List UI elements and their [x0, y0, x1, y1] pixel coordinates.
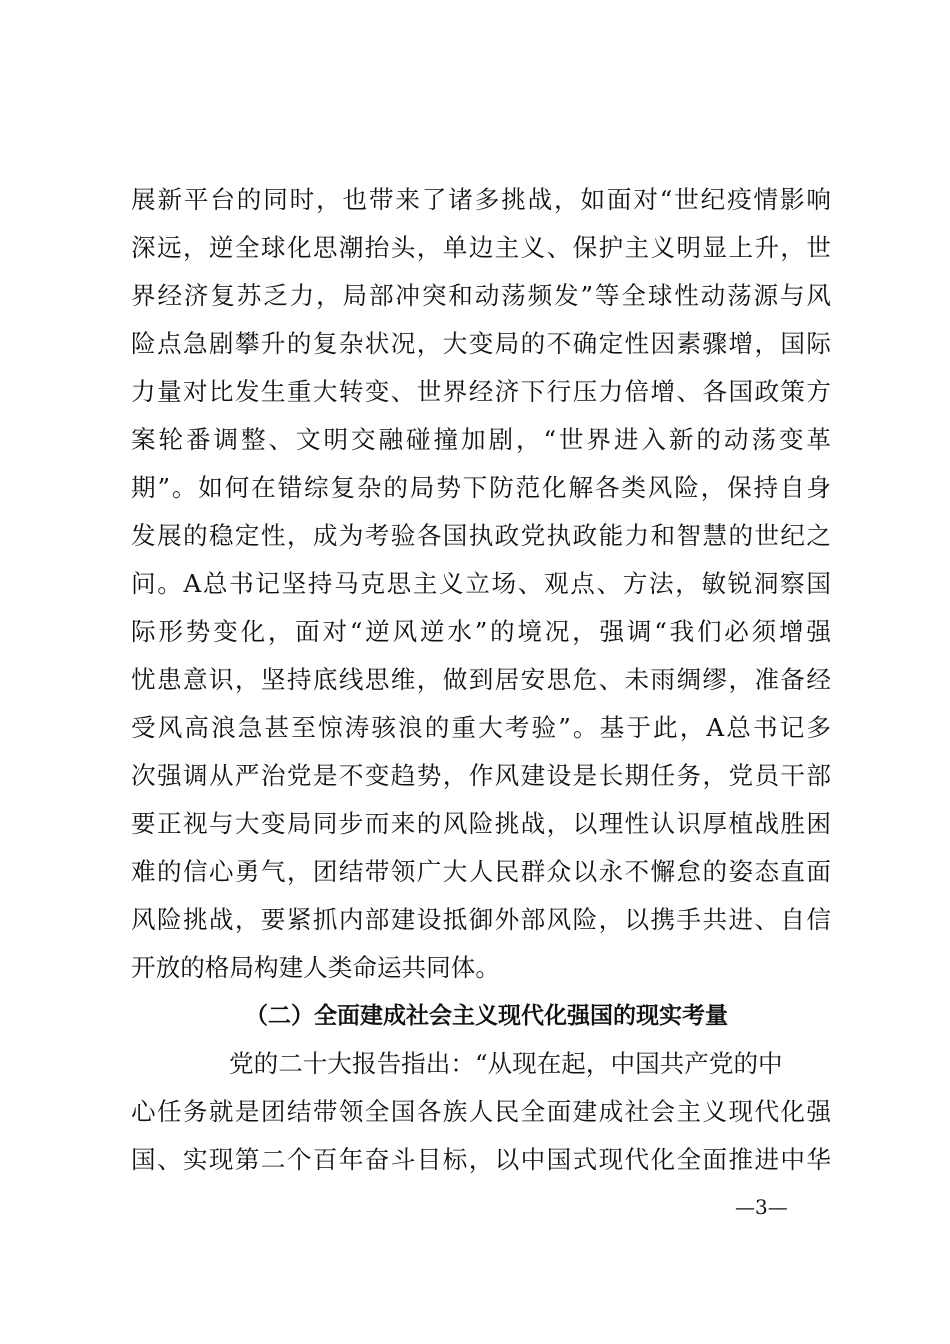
text-line: 发展的稳定性，成为考验各国执政党执政能力和智慧的世纪之	[131, 521, 831, 550]
text-line: 际形势变化，面对“逆风逆水”的境况，强调“我们必须增强	[131, 617, 831, 646]
text-line: 国、实现第二个百年奋斗目标，以中国式现代化全面推进中华	[131, 1145, 831, 1174]
text-line: 界经济复苏乏力，局部冲突和动荡频发”等全球性动荡源与风	[131, 281, 831, 310]
text-line: 险点急剧攀升的复杂状况，大变局的不确定性因素骤增，国际	[131, 329, 831, 358]
text-line: 难的信心勇气，团结带领广大人民群众以永不懈怠的姿态直面	[131, 857, 831, 886]
text-line: 期”。如何在错综复杂的局势下防范化解各类风险，保持自身	[131, 473, 831, 502]
text-line: 风险挑战，要紧抓内部建设抵御外部风险，以携手共进、自信	[131, 905, 831, 934]
body-text	[131, 176, 831, 1184]
text-line: 心任务就是团结带领全国各族人民全面建成社会主义现代化强	[131, 1097, 831, 1126]
text-line: 忧患意识，坚持底线思维，做到居安思危、未雨绸缪，准备经	[131, 665, 831, 694]
section-heading: （二）全面建成社会主义现代化强国的现实考量	[245, 1003, 728, 1029]
text-line: 深远，逆全球化思潮抬头，单边主义、保护主义明显上升，世	[131, 233, 831, 262]
text-line: 开放的格局构建人类命运共同体。	[131, 953, 500, 982]
text-line: 力量对比发生重大转变、世界经济下行压力倍增、各国政策方	[131, 377, 831, 406]
text-line: 党的二十大报告指出：“从现在起，中国共产党的中	[229, 1049, 783, 1078]
text-line: 要正视与大变局同步而来的风险挑战，以理性认识厚植战胜困	[131, 809, 831, 838]
text-line: 次强调从严治党是不变趋势，作风建设是长期任务，党员干部	[131, 761, 831, 790]
text-line: 受风高浪急甚至惊涛骇浪的重大考验”。基于此，A总书记多	[131, 713, 831, 742]
text-line: 展新平台的同时，也带来了诸多挑战，如面对“世纪疫情影响	[131, 185, 831, 214]
text-line: 问。A总书记坚持马克思主义立场、观点、方法，敏锐洞察国	[131, 569, 831, 598]
text-line: 案轮番调整、文明交融碰撞加剧，“世界进入新的动荡变革	[131, 425, 831, 454]
page-number: —3—	[735, 1195, 788, 1219]
